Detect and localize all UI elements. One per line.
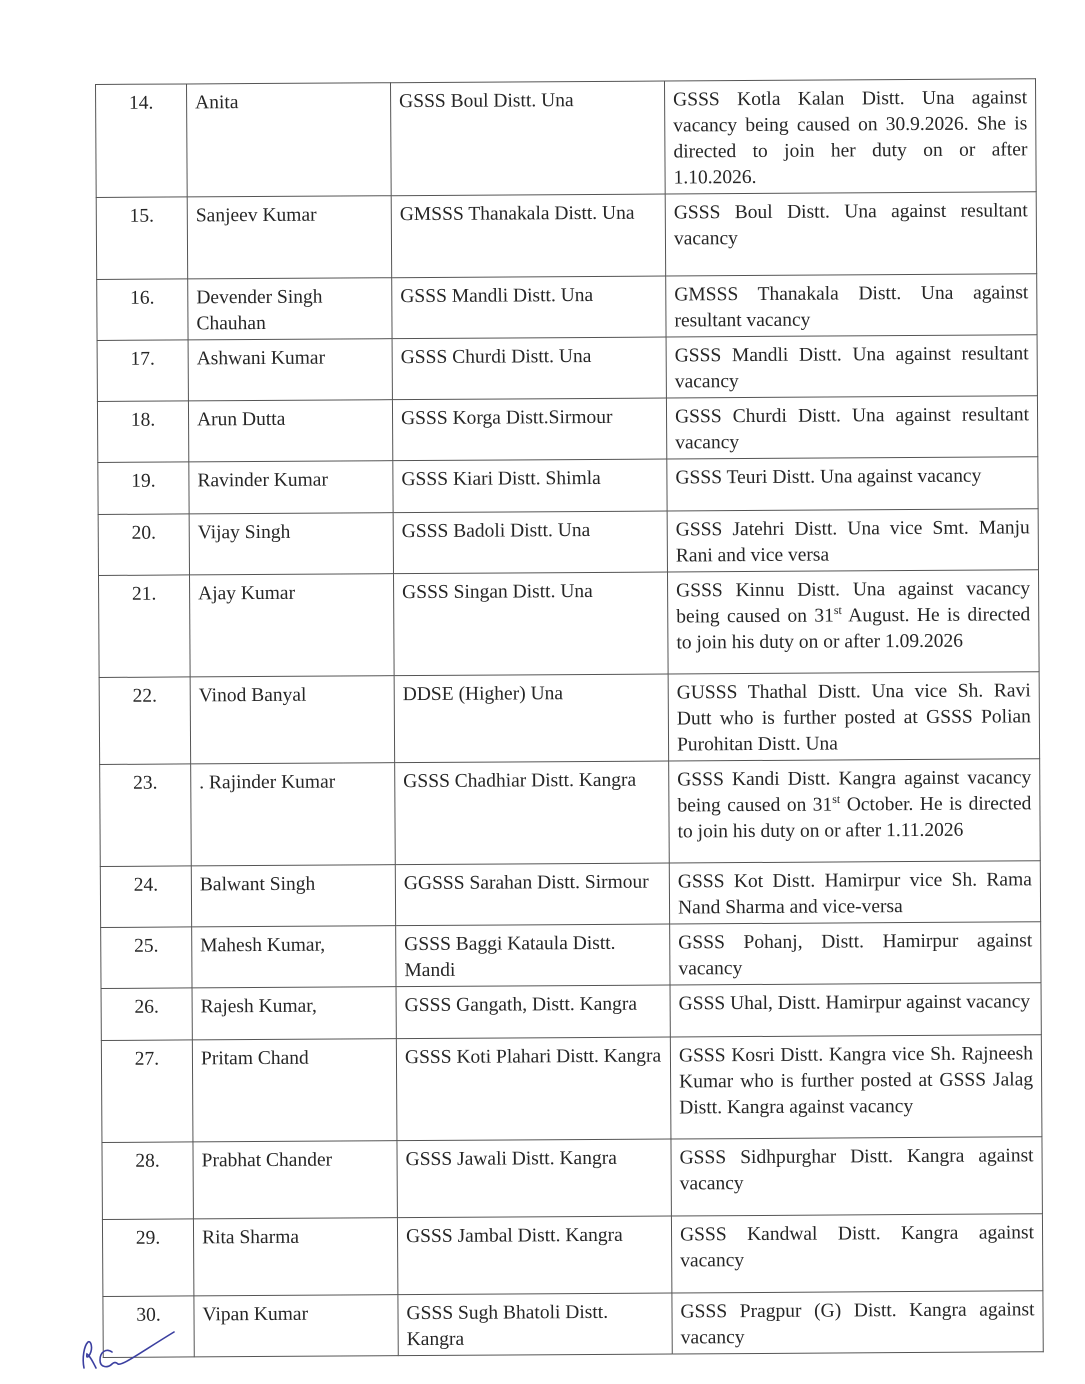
- posted-to-cell: GUSSS Thathal Distt. Una vice Sh. Ravi Dutt who is further posted at GSSS Polian Purohitan Distt. Una: [668, 672, 1040, 761]
- teacher-name-cell: Sanjeev Kumar: [187, 196, 391, 279]
- posted-to-cell: GSSS Pohanj, Distt. Hamirpur against vacancy: [670, 922, 1041, 985]
- posted-from-cell: GSSS Singan Distt. Una: [393, 572, 668, 676]
- serial-number-cell: 14.: [96, 84, 188, 198]
- posted-from-cell: DDSE (Higher) Una: [394, 674, 669, 763]
- serial-number-cell: 24.: [100, 866, 191, 928]
- table-row: [99, 570, 1040, 678]
- table-row: [96, 192, 1036, 280]
- posted-to-cell: GSSS Kandwal Distt. Kangra against vacancy: [671, 1214, 1042, 1293]
- table-row: [98, 509, 1038, 576]
- table-row: [97, 335, 1037, 402]
- posted-to-cell: GSSS Kot Distt. Hamirpur vice Sh. Rama Nand Sharma and vice-versa: [669, 861, 1040, 924]
- posted-from-cell: GSSS Boul Distt. Una: [390, 81, 665, 196]
- posted-to-cell: GSSS Churdi Distt. Una against resultant vacancy: [666, 396, 1037, 459]
- posted-to-cell: GMSSS Thanakala Distt. Una against resultant vacancy: [666, 274, 1037, 337]
- posted-from-cell: GSSS Chadhiar Distt. Kangra: [395, 761, 670, 865]
- posted-from-cell: GSSS Kiari Distt. Shimla: [393, 459, 667, 513]
- teacher-name-cell: Rajesh Kumar,: [192, 987, 396, 1040]
- posted-from-cell: GMSSS Thanakala Distt. Una: [391, 194, 665, 278]
- table-row: [97, 396, 1037, 463]
- teacher-name-cell: . Rajinder Kumar: [191, 763, 396, 866]
- serial-number-cell: 28.: [102, 1142, 193, 1220]
- serial-number-cell: 20.: [98, 514, 189, 576]
- posted-to-cell: GSSS Kosri Distt. Kangra vice Sh. Rajneesh Kumar who is further posted at GSSS Jalag Distt. Kangra against vacancy: [670, 1035, 1042, 1139]
- serial-number-cell: 25.: [101, 927, 192, 989]
- posted-from-cell: GSSS Baggi Kataula Distt. Mandi: [396, 924, 670, 987]
- posted-from-cell: GSSS Jambal Distt. Kangra: [397, 1216, 671, 1295]
- serial-number-cell: 23.: [100, 764, 192, 867]
- posted-from-cell: GSSS Badoli Distt. Una: [393, 511, 667, 574]
- table-row: [100, 759, 1041, 867]
- teacher-name-cell: Vipan Kumar: [194, 1295, 398, 1357]
- table-row: [97, 274, 1037, 341]
- posted-to-cell: GSSS Teuri Distt. Una against vacancy: [667, 457, 1038, 511]
- serial-number-cell: 30.: [103, 1296, 194, 1358]
- teacher-name-cell: Ajay Kumar: [190, 574, 395, 677]
- serial-number-cell: 22.: [99, 677, 191, 765]
- serial-number-cell: 21.: [99, 575, 191, 678]
- teacher-name-cell: Mahesh Kumar,: [192, 926, 396, 988]
- table-row: [101, 922, 1041, 989]
- teacher-name-cell: Devender Singh Chauhan: [188, 278, 392, 340]
- posted-to-cell: GSSS Sidhpurghar Distt. Kangra against vacancy: [671, 1137, 1042, 1216]
- posted-to-cell: GSSS Kinnu Distt. Una against vacancy being caused on 31st August. He is directed to join his duty on or after 1.09.2026: [667, 570, 1039, 674]
- posted-from-cell: GSSS Mandli Distt. Una: [392, 276, 666, 339]
- posted-to-cell: GSSS Kandi Distt. Kangra against vacancy being caused on 31st October. He is directed to join his duty on or after 1.11.2026: [669, 759, 1041, 863]
- table-row: [101, 1035, 1042, 1143]
- table-row: [103, 1291, 1043, 1358]
- table-row: [100, 861, 1040, 928]
- posted-from-cell: GGSSS Sarahan Distt. Sirmour: [395, 863, 669, 926]
- teacher-name-cell: Anita: [187, 83, 392, 197]
- posted-from-cell: GSSS Gangath, Distt. Kangra: [396, 985, 670, 1039]
- posted-from-cell: GSSS Churdi Distt. Una: [392, 337, 666, 400]
- posted-from-cell: GSSS Sugh Bhatoli Distt. Kangra: [398, 1293, 672, 1356]
- teacher-name-cell: Vijay Singh: [189, 513, 393, 575]
- posted-from-cell: GSSS Koti Plahari Distt. Kangra: [396, 1037, 671, 1141]
- teacher-name-cell: Prabhat Chander: [193, 1141, 397, 1219]
- table-row: [102, 1137, 1042, 1220]
- serial-number-cell: 29.: [102, 1219, 193, 1297]
- teacher-name-cell: Rita Sharma: [193, 1218, 397, 1296]
- teacher-name-cell: Vinod Banyal: [190, 676, 395, 764]
- posted-to-cell: GSSS Boul Distt. Una against resultant vacancy: [665, 192, 1036, 276]
- serial-number-cell: 26.: [101, 988, 192, 1041]
- table-row: [98, 457, 1038, 515]
- posted-to-cell: GSSS Mandli Distt. Una against resultant vacancy: [666, 335, 1037, 398]
- teacher-name-cell: Pritam Chand: [192, 1039, 397, 1142]
- serial-number-cell: 17.: [97, 340, 188, 402]
- serial-number-cell: 15.: [96, 197, 187, 280]
- posted-to-cell: GSSS Jatehri Distt. Una vice Smt. Manju Rani and vice versa: [667, 509, 1038, 572]
- serial-number-cell: 18.: [97, 401, 188, 463]
- signature-icon: [78, 1328, 188, 1378]
- teacher-name-cell: Ravinder Kumar: [189, 461, 393, 514]
- posted-from-cell: GSSS Korga Distt.Sirmour: [392, 398, 666, 461]
- teacher-name-cell: Balwant Singh: [191, 865, 395, 927]
- posted-from-cell: GSSS Jawali Distt. Kangra: [397, 1139, 671, 1218]
- table-row: [99, 672, 1040, 765]
- teacher-name-cell: Arun Dutta: [188, 400, 392, 462]
- transfer-table: [95, 78, 1044, 1358]
- serial-number-cell: 19.: [98, 462, 189, 515]
- posted-to-cell: GSSS Uhal, Distt. Hamirpur against vacancy: [670, 983, 1041, 1037]
- table-row: [96, 79, 1037, 198]
- table-row: [102, 1214, 1042, 1297]
- teacher-name-cell: Ashwani Kumar: [188, 339, 392, 401]
- table-row: [101, 983, 1041, 1041]
- posted-to-cell: GSSS Kotla Kalan Distt. Una against vacancy being caused on 30.9.2026. She is directed to join her duty on or after 1.10.2026.: [664, 79, 1036, 194]
- serial-number-cell: 27.: [101, 1040, 193, 1143]
- serial-number-cell: 16.: [97, 279, 188, 341]
- posted-to-cell: GSSS Pragpur (G) Distt. Kangra against vacancy: [672, 1291, 1043, 1354]
